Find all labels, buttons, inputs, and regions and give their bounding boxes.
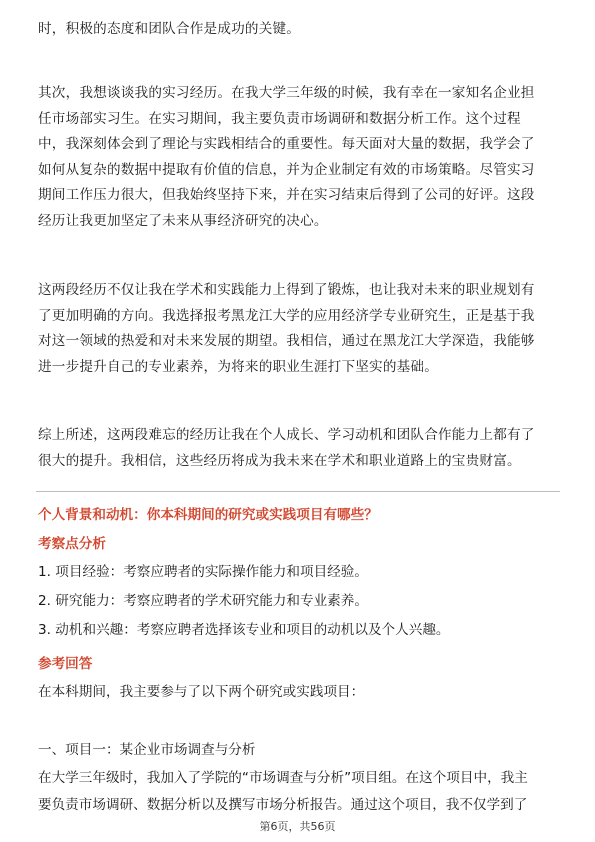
- paragraph-2: [38, 81, 558, 235]
- text-line: 这两段经历不仅让我在学术和实践能力上得到了锻炼，也让我对未来的职业规划有: [38, 282, 535, 298]
- analysis-item: 3. 动机和兴趣：考察应聘者选择该专业和项目的动机以及个人兴趣。: [38, 622, 450, 638]
- answer-intro: 在本科期间，我主要参与了以下两个研究或实践项目：: [38, 684, 365, 700]
- text-line: 了更加明确的方向。我选择报考黑龙江大学的应用经济学专业研究生，正是基于我: [38, 307, 535, 324]
- project-text-line: 要负责市场调研、数据分析以及撰写市场分析报告。通过这个项目，我不仅学到了: [38, 797, 528, 813]
- analysis-heading: 考察点分析: [38, 536, 106, 552]
- question-title: 个人背景和动机：你本科期间的研究或实践项目有哪些？: [38, 507, 378, 523]
- text-line: 时，积极的态度和团队合作是成功的关键。: [38, 21, 301, 37]
- text-line: 如何从复杂的数据中提取有价值的信息，并为企业制定有效的市场策略。尽管实习: [38, 161, 535, 178]
- section-divider: [36, 491, 560, 492]
- paragraph-4: [38, 423, 558, 474]
- text-line: 经历让我更加坚定了未来从事经济研究的决心。: [38, 212, 328, 229]
- page-number-footer: 第6页，共56页: [259, 820, 336, 833]
- text-line: 很大的提升。我相信，这些经历将成为我未来在学术和职业道路上的宝贵财富。: [38, 452, 521, 469]
- answer-heading: 参考回答: [38, 656, 93, 672]
- text-line: 中，我深刻体会到了理论与实践相结合的重要性。每天面对大量的数据，我学会了: [38, 136, 535, 153]
- text-line: 综上所述，这两段难忘的经历让我在个人成长、学习动机和团队合作能力上都有了: [38, 427, 535, 443]
- paragraph-1: [38, 17, 558, 43]
- text-line: 期间工作压力很大，但我始终坚持下来，并在实习结束后得到了公司的好评。这段: [38, 187, 535, 204]
- analysis-item: 2. 研究能力：考察应聘者的学术研究能力和专业素养。: [38, 593, 368, 609]
- project-heading: 一、项目一：某企业市场调查与分析: [38, 742, 256, 758]
- text-line: 对这一领域的热爱和对未来发展的期望。我相信，通过在黑龙江大学深造，我能够: [38, 333, 535, 350]
- analysis-item: 1. 项目经验：考察应聘者的实际操作能力和项目经验。: [38, 564, 368, 580]
- paragraph-3: [38, 278, 558, 380]
- text-line: 其次，我想谈谈我的实习经历。在我大学三年级的时候，我有幸在一家知名企业担: [38, 85, 535, 101]
- text-line: 任市场部实习生。在实习期间，我主要负责市场调研和数据分析工作。这个过程: [38, 110, 521, 127]
- project-text-line: 在大学三年级时，我加入了学院的“市场调查与分析”项目组。在这个项目中，我主: [38, 770, 528, 786]
- text-line: 进一步提升自己的专业素养，为将来的职业生涯打下坚实的基础。: [38, 358, 439, 375]
